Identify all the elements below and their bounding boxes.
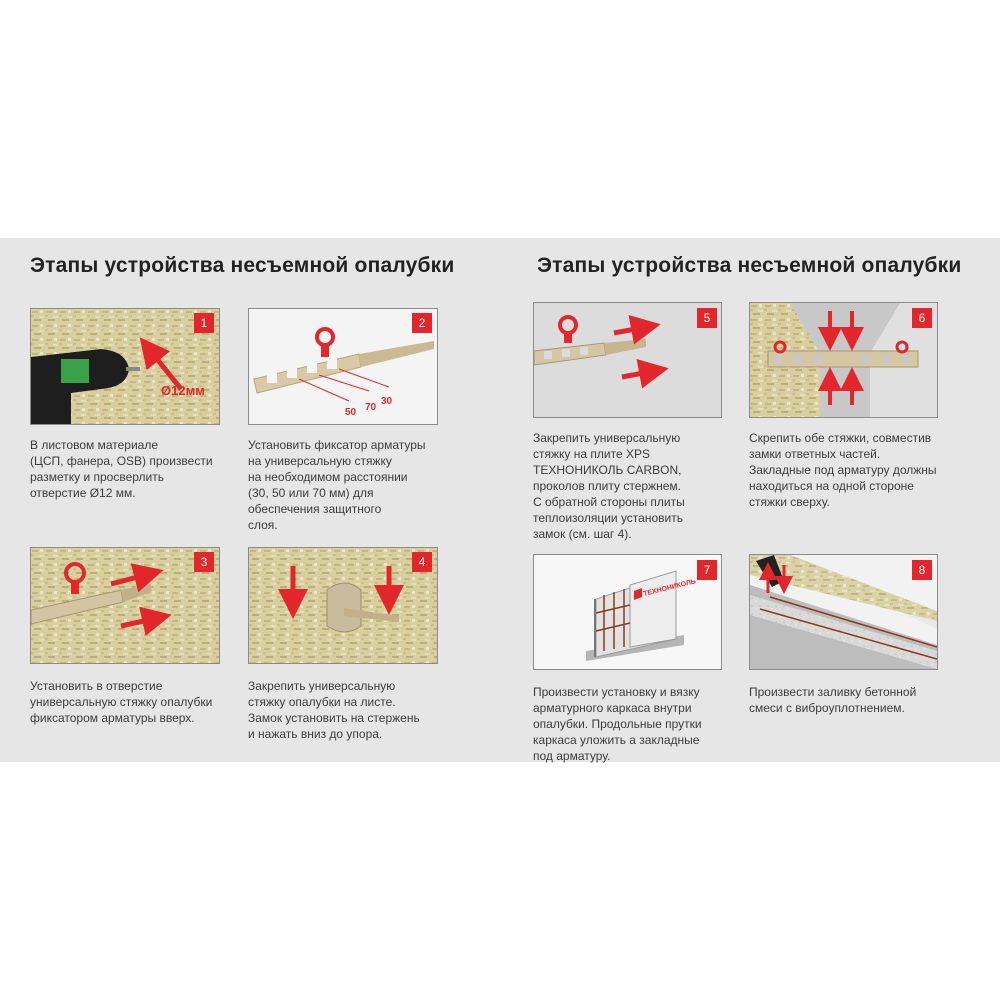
step-8-illustration — [749, 554, 938, 670]
step-2-text: Установить фиксатор арматуры на универсальную стяжку на необходимом расстоянии (30, 50 или 70 мм) для обеспечения защитного слоя. — [248, 438, 426, 532]
step-1-badge: 1 — [194, 313, 214, 333]
step-8-text: Произвести заливку бетонной смеси с виброуплотнением. — [749, 685, 917, 715]
step-5-illustration — [533, 302, 722, 418]
step-5-badge: 5 — [697, 308, 717, 328]
step-7-text: Произвести установку и вязку арматурного каркаса внутри опалубки. Продольные прутки каркаса уложить а закладные под арматуру. — [533, 685, 702, 763]
step-3-badge: 3 — [194, 552, 214, 572]
section-title-left: Этапы устройства несъемной опалубки — [30, 254, 455, 277]
svg-text:50: 50 — [345, 407, 357, 418]
step-2-illustration — [248, 308, 438, 425]
brand-text: ТЕХНОНИКОЛЬ — [642, 578, 697, 598]
step-2-badge: 2 — [412, 313, 432, 333]
step-1-illustration — [30, 308, 220, 425]
section-title-right: Этапы устройства несъемной опалубки — [537, 254, 962, 277]
step-3-text: Установить в отверстие универсальную стяжку опалубки фиксатором арматуры вверх. — [30, 679, 213, 725]
svg-text:70: 70 — [365, 402, 377, 413]
step-6-text: Скрепить обе стяжки, совместив замки ответных частей. Закладные под арматуру должны находиться на одной стороне стяжки сверху. — [749, 431, 937, 509]
step-4-text: Закрепить универсальную стяжку опалубки на листе. Замок установить на стержень и нажать вниз до упора. — [248, 679, 420, 741]
step-6-illustration — [749, 302, 938, 418]
step-4-illustration — [248, 547, 438, 664]
step-8-badge: 8 — [912, 560, 932, 580]
step-3-illustration — [30, 547, 220, 664]
step-7-illustration — [533, 554, 722, 670]
step-6-badge: 6 — [912, 308, 932, 328]
svg-text:30: 30 — [381, 396, 393, 407]
diameter-callout: Ø12мм — [161, 383, 205, 398]
step-4-badge: 4 — [412, 552, 432, 572]
step-5-text: Закрепить универсальную стяжку на плите XPS ТЕХНОНИКОЛЬ CARBON, проколов плиту стержнем. С обратной стороны плиты теплоизоляции установить замок (см. шаг 4). — [533, 431, 685, 541]
step-1-text: В листовом материале (ЦСП, фанера, OSB) произвести разметку и просверлить отверстие Ø12 мм. — [30, 438, 213, 500]
step-7-badge: 7 — [697, 560, 717, 580]
